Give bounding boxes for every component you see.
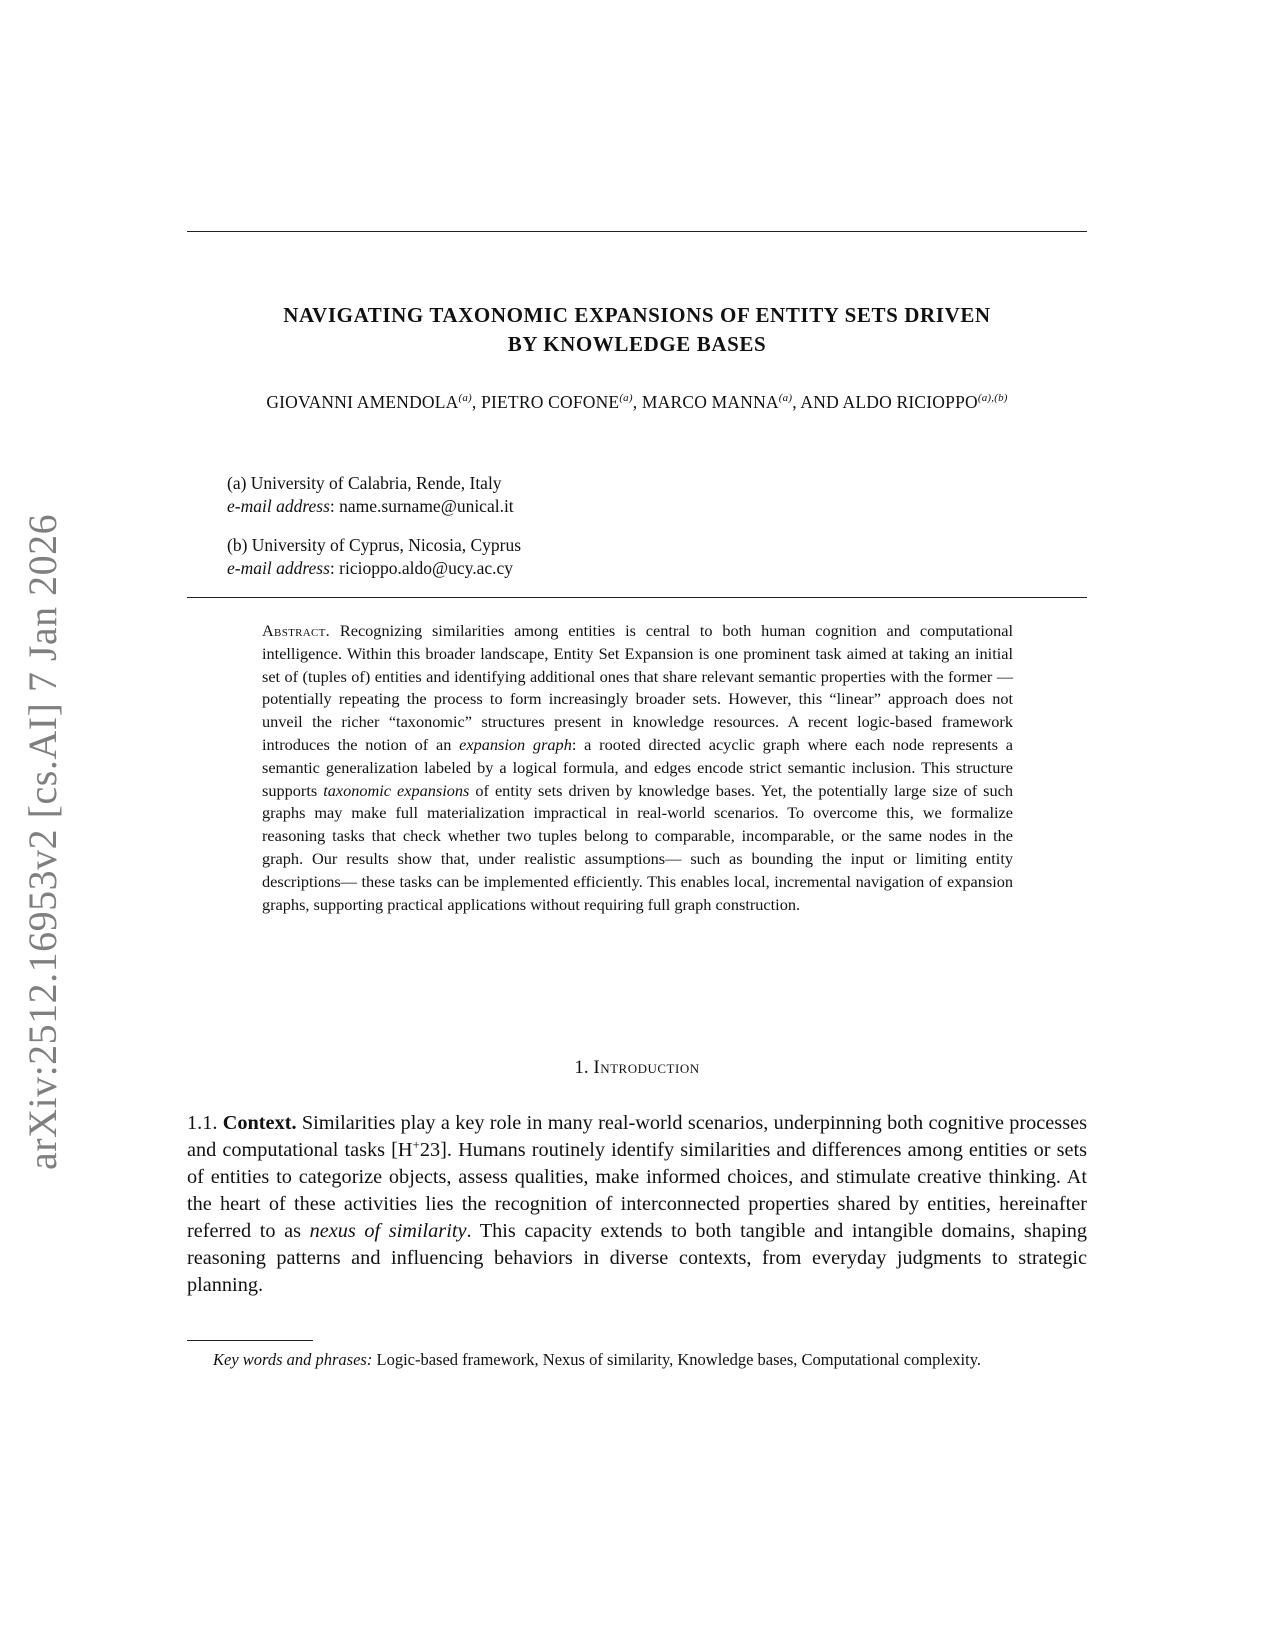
citation-superscript: + [412,1137,420,1152]
email-line: e-mail address: name.surname@unical.it [227,496,514,516]
email-label: e-mail address [227,496,330,516]
abstract-label: Abstract. [262,621,331,640]
affiliation-a [227,472,514,518]
intro-text: Similarities play a key role in many real-world scenarios, underpinning both cognitive processes and computational tasks [H [187,1112,1087,1161]
title-line-1: NAVIGATING TAXONOMIC EXPANSIONS OF ENTITY SETS DRIVEN [283,303,991,327]
author-name: ALDO RICIOPPO [842,392,978,412]
email-label: e-mail address [227,558,330,578]
abstract-text: of entity sets driven by knowledge bases. Yet, the potentially large size of such graphs may make full materialization impractical in real-world scenarios. To overcome this, we formalize reasoning tasks that check whether two tuples belong to comparable, incomparable, or the same nodes in the graph. Our results show that, under realistic assumptions— such as bounding the input or limiting entity descriptions— these tasks can be implemented efficiently. This enables local, incremental navigation of expansion graphs, supporting practical applications without requiring full graph construction. [262,780,1013,914]
abstract-rule [187,597,1087,598]
abstract-emphasis: expansion graph [459,734,572,754]
author-affiliation-mark: (a) [619,392,633,404]
abstract-text: Recognizing similarities among entities is central to both human cognition and computational intelligence. Within this broader landscape, Entity Set Expansion is one prominent task aimed at taking an initial set of (tuples of) entities and identifying additional ones that share relevant semantic properties with the former —potentially repeating the process to form increasingly broader sets. However, this “linear” approach does not unveil the richer “taxonomic” structures present in knowledge resources. A recent logic-based framework introduces the notion of an [262,621,1013,754]
section-number: 1. [574,1057,589,1078]
abstract [262,620,1013,916]
author-name: GIOVANNI AMENDOLA [266,392,459,412]
keywords-text: Logic-based framework, Nexus of similarity, Knowledge bases, Computational complexity. [372,1350,982,1369]
intro-text: 23]. Humans routinely identify similarities and differences among entities or sets of entities to categorize objects, assess qualities, make informed choices, and stimulate creative thinking. At the heart of these activities lies the recognition of interconnected properties shared by entities, hereinafter referred to as [187,1139,1087,1242]
abstract-text: : a rooted directed acyclic graph where each node represents a semantic generalization labeled by a logical formula, and edges encode strict semantic inclusion. This structure supports [262,734,1014,800]
author-separator: , [471,392,482,412]
intro-text: . This capacity extends to both tangible and intangible domains, shaping reasoning patterns and influencing behaviors in diverse contexts, from everyday judgments to strategic planning. [187,1220,1088,1296]
email-address[interactable]: ricioppo.aldo@ucy.ac.cy [339,558,514,578]
paper-title [187,301,1087,359]
email-address[interactable]: name.surname@unical.it [339,496,514,516]
author-name: MARCO MANNA [641,392,779,412]
author-affiliation-mark: (a) [778,392,793,404]
author-affiliation-mark: (a) [458,392,472,404]
author-name: PIETRO COFONE [481,392,620,412]
section-heading [187,1057,1087,1079]
subsection-number: 1.1. [187,1112,218,1134]
arxiv-identifier: arXiv:2512.16953v2 [cs.AI] 7 Jan 2026 [20,513,65,1170]
author-affiliation-mark: (a),(b) [977,392,1008,404]
section-title: Introduction [593,1057,700,1078]
author-separator: , [632,392,642,412]
intro-emphasis: nexus of similarity [309,1220,467,1242]
keywords-label: Key words and phrases: [213,1350,373,1369]
intro-paragraph [187,1110,1087,1299]
subsection-heading: Context. [222,1112,297,1134]
top-rule [187,231,1087,232]
author-separator-last: , AND [792,392,843,412]
author-list [187,392,1087,413]
abstract-emphasis: taxonomic expansions [323,780,470,800]
affiliation-b [227,534,521,580]
affiliation-line: (a) University of Calabria, Rende, Italy [227,473,502,493]
footnote-rule [187,1340,313,1341]
affiliation-line: (b) University of Cyprus, Nicosia, Cyprus [227,535,522,555]
title-line-2: BY KNOWLEDGE BASES [507,332,767,356]
email-line: e-mail address: ricioppo.aldo@ucy.ac.cy [227,558,514,578]
keywords-footnote [187,1348,1087,1371]
